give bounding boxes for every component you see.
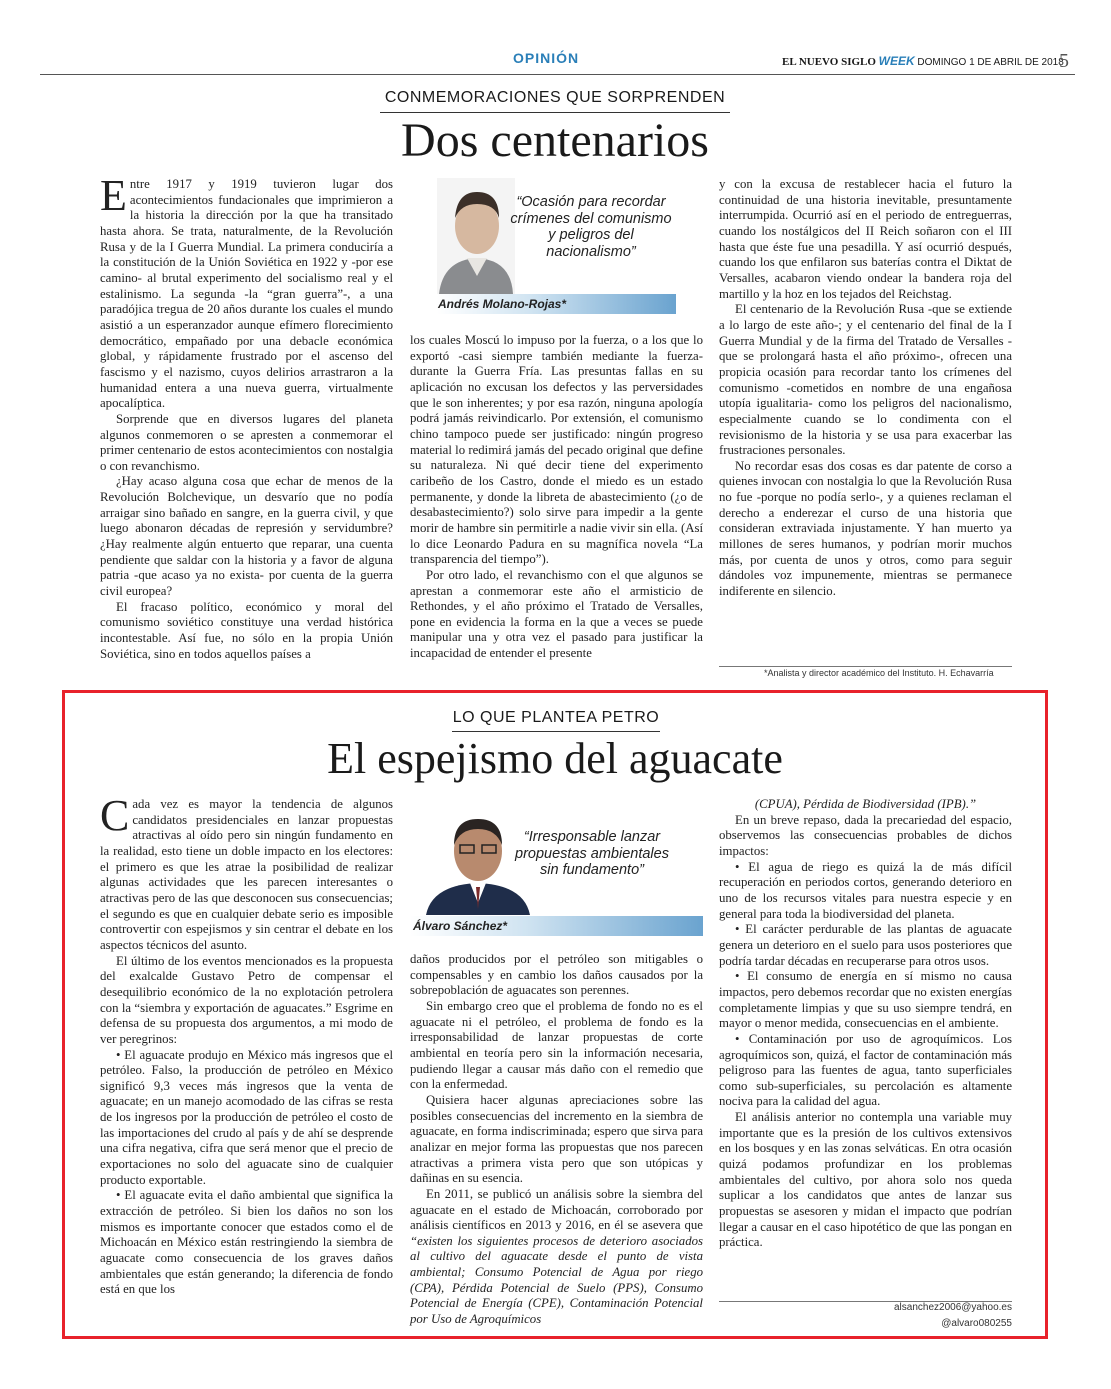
article1-paragraph: El centenario de la Revolución Rusa -que se extiende a lo largo de este año-; y el centenario del final de la I Guerra Mundial y de la firma del Tratado de Versalles -que se prolongará hasta el año próximo-, ofrecen una propicia ocasión para recordar tanto los crímenes del comunismo -cometidos en nombre de una engañosa utopía igualitaria- como los peligros del nacionalismo, especialmente cuando se lo condimenta con el revisionismo de la historia y se usa para exacerbar las frustraciones personales. xyxy=(719,302,1012,458)
article2-pull-quote: “Irresponsable lanzar propuestas ambientales sin fundamento” xyxy=(515,829,669,878)
article1-paragraph: Sorprende que en diversos lugares del planeta algunos conmemoren o se apresten a conmemorar el primer centenario de estos acontecimientos con nostalgia o con revanchismo. xyxy=(100,411,393,473)
article1-footnote: *Analista y director académico del Instituto. H. Echavarría xyxy=(764,668,994,678)
article1-title: Dos centenarios xyxy=(401,114,709,167)
masthead xyxy=(782,54,1064,68)
article1-footnote-rule xyxy=(719,666,1012,667)
article1-paragraph: los cuales Moscú lo impuso por la fuerza, o a los que lo exportó -casi siempre también mediante la fuerza- durante la Guerra Fría. Las presuntas fallas en su aplicación no excusan los defectos y las perversidades que le son inherentes; y por esa razón, ninguna apología podrá jamás reivindicarlo. Por extensión, el comunismo chino tampoco puede ser justificado: ningún progreso material lo redimirá jamás del pecado original que define su naturaleza. Ni qué decir tiene del experimento caribeño de los Castro, donde el miedo es un estado permanente, y donde la libreta de abastecimiento (¿o de desabastecimiento?) solo sirve para impedir a la gente morir de hambre sin permitirle a nadie vivir sin ella. (Así lo dice Leonardo Padura en su magnífica novela “La transparencia del tiempo”). xyxy=(410,333,703,567)
author2-email: alsanchez2006@yahoo.es xyxy=(893,1302,1012,1313)
author2-handle: @alvaro080255 xyxy=(941,1318,1012,1329)
section-label: OPINIÓN xyxy=(513,50,580,66)
article2-study-quote-end: (CPUA), Pérdida de Biodiversidad (IPB).” xyxy=(754,797,977,811)
article2-paragraph: El último de los eventos mencionados es la propuesta del exalcalde Gustavo Petro de compensar el desequilibrio económico de la no explotación petrolera con la “siembra y exportación de aguacates.” Esgrime en defensa de su propuesta dos argumentos, a mi modo de ver peregrinos: xyxy=(100,953,393,1046)
paper-week: WEEK xyxy=(878,54,915,68)
article2-paragraph: En un breve repaso, dada la precariedad del espacio, observemos las consecuencias probables de dichos impactos: xyxy=(719,812,1012,858)
article2-paragraph: • El carácter perdurable de las plantas de aguacate genera un deterioro en el suelo para usos posteriores que podría tardar décadas en recuperarse para otros usos. xyxy=(719,922,1012,968)
article2-paragraph: Sin embargo creo que el problema de fondo no es el aguacate ni el petróleo, el problema de fondo es la irresponsabilidad de lanzar propuestas de corte ambiental en teoría pero sin la información necesaria, pudiendo llegar a causar más daño con el remedio que con la enfermedad. xyxy=(410,998,703,1092)
article1-pull-quote: “Ocasión para recordar crímenes del comunismo y peligros del nacionalismo” xyxy=(510,194,672,260)
article2-author: Álvaro Sánchez* xyxy=(413,919,508,933)
author1-portrait xyxy=(437,178,515,294)
article2-column-3 xyxy=(719,797,1012,1251)
article2-paragraph: Quisiera hacer algunas apreciaciones sobre las posibles consecuencias del incremento en la siembra de aguacate, en forma indiscriminada; espero que sirva para analizar en mejor forma las propuestas que nos parecen atractivas a primera vista pero que son utópicas y dañinas en su esencia. xyxy=(410,1092,703,1186)
article2-paragraph: Cada vez es mayor la tendencia de algunos candidatos presidenciales en lanzar propuestas atractivas al oído pero sin ningún fundamento en la realidad, esto tiene un doble impacto en los electores: el primero es que les atrae la posibilidad de realizar algunas actividades que les parecen interesantes o atractivas pero de las que desconocen sus consecuencias; el segundo es que en cualquier debate serio es imposible controvertir con espejismos y sin centrar el debate en los aspectos técnicos del asunto. xyxy=(100,791,393,952)
article1-author: Andrés Molano-Rojas* xyxy=(438,297,567,311)
paper-name: EL NUEVO SIGLO xyxy=(782,56,876,68)
article1-column-1 xyxy=(100,171,393,662)
article2-study-quote: “existen los siguientes procesos de deterioro asociados al cultivo del aguacate desde el punto de vista ambiental; Consumo Potencial de Agua por riego (CPA), Pérdida Potencial de Suelo (PPS), Consumo Potencial de Energía (CPE), Contaminación Potencial por Uso de Agroquímicos xyxy=(410,1233,703,1327)
article2-title: El espejismo del aguacate xyxy=(327,734,783,783)
article2-dropcap: C xyxy=(100,791,130,840)
header-rule xyxy=(40,74,1075,75)
article2-paragraph: El análisis anterior no contempla una variable muy importante que es la presión de los cultivos extensivos en los bosques y en las zonas selváticas. En otra ocasión quizá podamos profundizar en los problemas ambientales del cultivo, por ahora solo nos queda suplicar a los candidatos que antes de lanzar sus propuestas se asesoren y midan el impacto que podrían llegar a causar en el caso hipotético de que las pongan en práctica. xyxy=(719,1110,1012,1250)
article1-paragraph: y con la excusa de restablecer hacia el futuro la continuidad de una historia inevitable, presuntamente interrumpida. Ocurrió así en el periodo de entreguerras, cuando los nostálgicos del II Reich soñaron con el III hasta que éste fue una pesadilla. Y así ocurrió después, cuando los que enfilaron sus baterías contra el Diktat de Versalles, acabaron viendo ondear la bandera roja del martillo y la hoz en los tejados del Reichstag. xyxy=(719,177,1012,301)
article1-paragraph: Entre 1917 y 1919 tuvieron lugar dos acontecimientos fundacionales que imprimieron a la historia la dirección por la que ha transitado hasta ahora. Se trata, naturalmente, de la Revolución Rusa y de la I Guerra Mundial. La primera conduciría a la constitución de la Unión Soviética en 1922 y -por ese camino- al brutal experimento del socialismo real y el estalinismo. La segunda -la “gran guerra”-, a una paradójica tregua de 20 años durante los cuales el mundo asistió a un esperanzador aunque efímero florecimiento democrático, empañado por una debacle económica global, y rápidamente frustrado por el ascenso del fascismo y el nazismo, cuyos delirios arrastraron a la humanidad entera a una nueva guerra, virtualmente apocalíptica. xyxy=(100,171,393,411)
article2-paragraph: En 2011, se publicó un análisis sobre la siembra del aguacate en el estado de Michoacán, corroborado por análisis científicos en 2013 y 2016, en él se asevera que “existen los siguientes procesos de deterioro asociados al cultivo del aguacate desde el punto de vista ambiental; Consumo Potencial de Agua por riego (CPA), Pérdida Potencial de Suelo (PPS), Consumo Potencial de Energía (CPE), Contaminación Potencial por Uso de Agroquímicos xyxy=(410,1186,703,1327)
page-number: 5 xyxy=(1059,50,1069,72)
article2-column-1 xyxy=(100,791,393,1298)
article1-paragraph: Por otro lado, el revanchismo con el que algunos se aprestan a conmemorar este año el armisticio de Rethondes, y el año próximo el Tratado de Versalles, pone en evidencia la forma en la que a veces se puede manipular una y otra vez el pasado para justificar la incapacidad de entender el presente xyxy=(410,567,703,661)
article1-paragraph: ¿Hay acaso alguna cosa que echar de menos de la Revolución Bolchevique, un desvarío que no podía arraigar sino bañado en sangre, en la guerra civil, y que luego abonaron décadas de represión y servidumbre? ¿Hay realmente algún entuerto que reparar, una cuenta pendiente que saldar con la historia y a favor de alguna patria -que acaso ya no exista- por cuenta de la guerra civil europea? xyxy=(100,474,393,599)
author1-photo xyxy=(437,178,515,294)
article1-column-3 xyxy=(719,177,1012,600)
article1-dropcap: E xyxy=(100,171,127,220)
article1-column-2 xyxy=(410,333,703,662)
article2-kicker: LO QUE PLANTEA PETRO xyxy=(452,709,660,726)
article2-paragraph: • El agua de riego es quizá la de más difícil recuperación en periodos cortos, generando deterioro en uno de los recursos vitales para nuestra especie y en general para toda la biodiversidad del planeta. xyxy=(719,859,1012,921)
article1-paragraph: El fracaso político, económico y moral del comunismo soviético constituye una verdad histórica incontestable. Así fue, no sólo en la propia Unión Soviética, sino en todos aquellos países a xyxy=(100,599,393,661)
article2-paragraph: • El consumo de energía en sí mismo no causa impactos, pero debemos recordar que no existen energías completamente limpias y que su uso siempre tendrá, en mayor o menor medida, consecuencias en el ambiente. xyxy=(719,969,1012,1031)
article2-paragraph: • El aguacate evita el daño ambiental que significa la extracción de petróleo. Si bien los daños no son los mismos es importante conocer que estados como el de Michoacán en México están restringiendo la siembra de aguacate como consecuencia de los graves daños ambientales que están generando; la diferencia de fondo está en que los xyxy=(100,1188,393,1297)
article2-paragraph: • Contaminación por uso de agroquímicos. Los agroquímicos son, quizá, el factor de contaminación más peligroso para las fuentes de agua, tanto superficiales como sub-superficiales, su percolación es altamente nociva para la calidad del agua. xyxy=(719,1031,1012,1109)
article2-column-2 xyxy=(410,952,703,1328)
issue-date: DOMINGO 1 DE ABRIL DE 2018 xyxy=(917,57,1064,68)
article1-paragraph: No recordar esas dos cosas es dar patente de corso a quienes invocan con nostalgia lo que la Revolución Rusa no fue -porque no podía serlo-, y a quienes reclaman el derecho a enderezar el curso de una historia que consideran extraviada injustamente. Y han muerto ya millones de seres humanos, y podrían morir muchos más, por cuenta de unos y otros, como para seguir dándoles voz impunemente, mientras se permanece indiferente en silencio. xyxy=(719,458,1012,599)
article2-paragraph: daños producidos por el petróleo son mitigables o compensables y en cambio los daños causados por la sobrepoblación de aguacates son perennes. xyxy=(410,952,703,998)
article2-paragraph: • El aguacate produjo en México más ingresos que el petróleo. Falso, la producción de petróleo en México significó 9,3 veces más ingresos que la venta de aguacate; en un manejo acomodado de las cifras se resta de los ingresos por la producción de petróleo el costo de las importaciones del crudo al país y de ahí se desprende una cifra negativa, cifra que será menor que el precio de exportaciones no solo del aguacate sino de cualquier producto exportable. xyxy=(100,1047,393,1187)
article1-kicker: CONMEMORACIONES QUE SORPRENDEN xyxy=(384,89,726,106)
